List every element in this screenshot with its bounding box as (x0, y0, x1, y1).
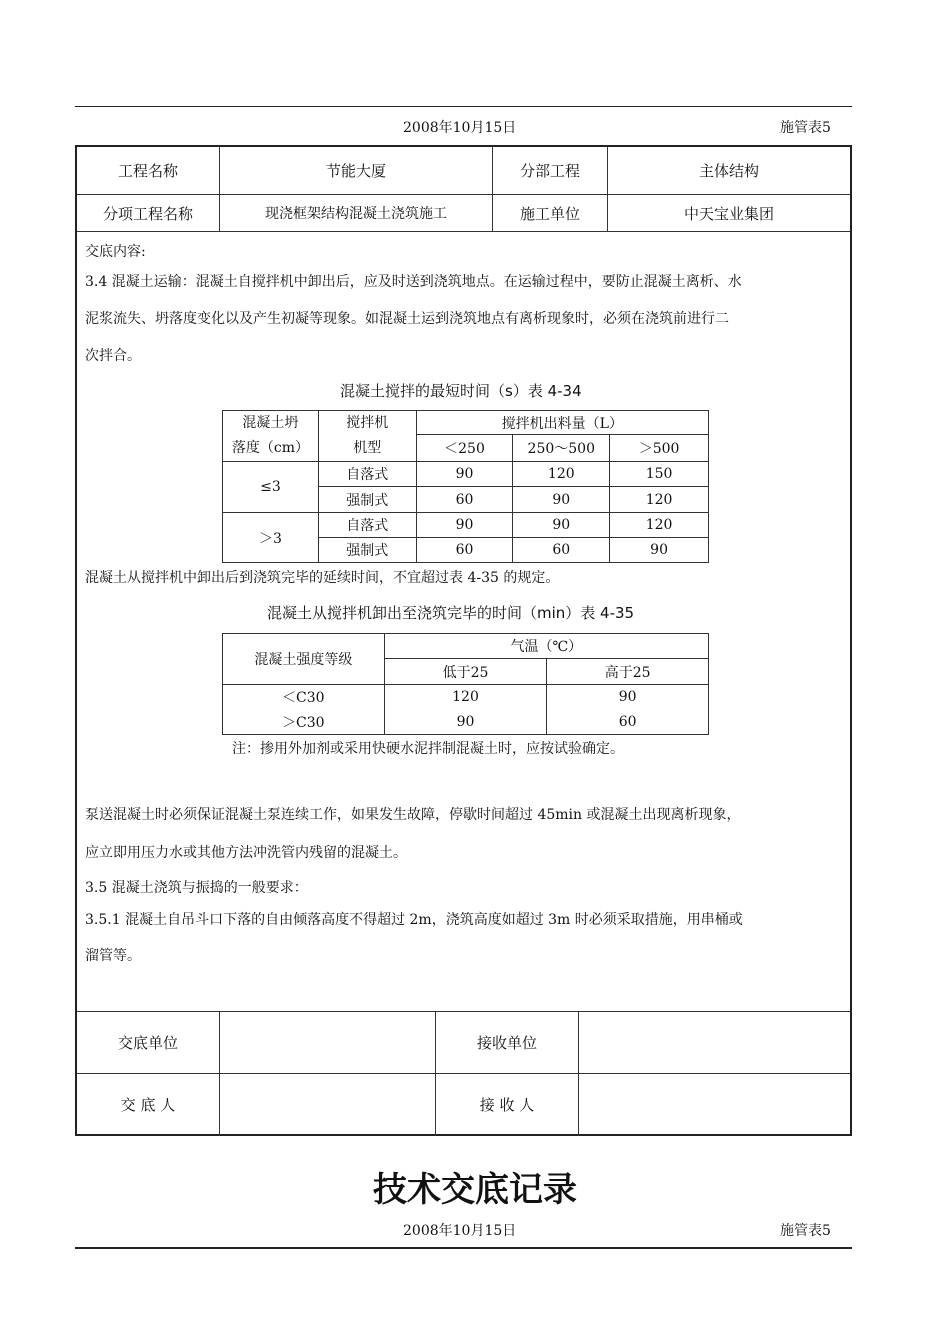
duration-para: 混凝土从搅拌机中卸出后到浇筑完毕的延续时间，不宜超过表 4-35 的规定。 (85, 570, 560, 586)
table-cell: 自落式 (318, 513, 416, 538)
top-rule (75, 106, 852, 107)
temp-header: 气温（℃） (384, 634, 708, 659)
table-cell: 60 (547, 710, 709, 735)
mixer-type-header-line2: 机型 (353, 440, 382, 456)
receiver-unit-field[interactable] (579, 1012, 850, 1073)
disclosure-form (75, 145, 852, 1136)
table-cell: 90 (610, 538, 709, 563)
table-cell: 90 (547, 685, 709, 710)
contractor-label: 施工单位 (519, 204, 580, 223)
pouring-para-line1: 3.5.1 混凝土自吊斗口下落的自由倾落高度不得超过 2m，浇筑高度如超过 3m 时必须采取措施，用串桶或 (85, 912, 743, 928)
subitem-value: 现浇框架结构混凝土浇筑施工 (265, 206, 447, 222)
footer-form-no: 施管表5 (780, 1223, 831, 1239)
issuer-unit-field[interactable] (220, 1012, 435, 1073)
table-cell: 120 (610, 487, 709, 513)
division-label: 分部工程 (519, 162, 580, 180)
table-cell: 强制式 (318, 487, 416, 513)
pouring-para-line2: 溜管等。 (85, 948, 141, 964)
grade-row-2: ＞C30 (223, 710, 385, 735)
table-cell: 90 (384, 710, 547, 735)
table-cell: 120 (610, 513, 709, 538)
bottom-rule (75, 1247, 852, 1249)
division-value: 主体结构 (698, 162, 759, 180)
mixing-time-table (222, 410, 709, 563)
pouring-heading: 3.5 混凝土浇筑与振捣的一般要求： (85, 880, 308, 896)
table-cell: 120 (513, 462, 610, 487)
issuer-unit-label: 交底单位 (117, 1034, 178, 1052)
header-date: 2008年10月15日 (403, 120, 517, 136)
table-cell: 60 (416, 487, 513, 513)
contractor-value: 中天宝业集团 (683, 204, 774, 223)
table-note: 注：掺用外加剂或采用快硬水泥拌制混凝土时，应按试验确定。 (232, 741, 624, 757)
grade-row-1: ＜C30 (223, 685, 385, 710)
slump-group-2: ＞3 (223, 513, 319, 563)
mixer-type-header-line1: 搅拌机 (346, 415, 389, 431)
table-cell: 60 (416, 538, 513, 563)
issuer-field[interactable] (220, 1074, 435, 1134)
table-cell: 强制式 (318, 538, 416, 563)
output-header: 搅拌机出料量（L） (416, 411, 708, 435)
project-label: 工程名称 (117, 162, 178, 180)
content-heading: 交底内容: (85, 244, 146, 260)
table-cell: 90 (513, 513, 610, 538)
table-cell: 90 (416, 513, 513, 538)
issuer-label: 交 底 人 (120, 1095, 176, 1114)
pump-para-line2: 应立即用压力水或其他方法冲洗管内残留的混凝土。 (85, 845, 407, 861)
slump-header (223, 411, 319, 462)
table-cell: 90 (513, 487, 610, 513)
transport-para-line1: 3.4 混凝土运输：混凝土自搅拌机中卸出后，应及时送到浇筑地点。在运输过程中，要防止混凝土离析、水 (85, 274, 742, 290)
project-value: 节能大厦 (325, 162, 386, 180)
grade-header: 混凝土强度等级 (223, 634, 385, 685)
info-bottom-divider (77, 231, 850, 232)
temp-col-2: 高于25 (547, 659, 709, 685)
slump-header-line2: 落度（cm） (231, 440, 309, 456)
document-title: 技术交底记录 (373, 1170, 577, 1210)
output-col-3: ＞500 (610, 435, 709, 462)
table-cell: 90 (416, 462, 513, 487)
header-form-no: 施管表5 (780, 120, 831, 136)
table-cell: 60 (513, 538, 610, 563)
receiver-unit-label: 接收单位 (476, 1034, 537, 1052)
receiver-label: 接 收 人 (479, 1095, 535, 1114)
footer-date: 2008年10月15日 (403, 1223, 517, 1239)
mixer-type-header (318, 411, 416, 462)
table2-caption: 混凝土从搅拌机卸出至浇筑完毕的时间（min）表 4-35 (267, 604, 635, 622)
transport-para-line2: 泥浆流失、坍落度变化以及产生初凝等现象。如混凝土运到浇筑地点有离析现象时，必须在浇筑前进行二 (85, 311, 729, 327)
output-col-2: 250～500 (513, 435, 610, 462)
table-cell: 自落式 (318, 462, 416, 487)
transport-para-line3: 次拌合。 (85, 348, 141, 364)
discharge-time-table (222, 633, 709, 735)
pump-para-line1: 泵送混凝土时必须保证混凝土泵连续工作，如果发生故障，停歇时间超过 45min 或混凝土出现离析现象， (85, 807, 741, 823)
output-col-1: ＜250 (416, 435, 513, 462)
subitem-label: 分项工程名称 (102, 204, 193, 223)
table1-caption: 混凝土搅拌的最短时间（s）表 4-34 (340, 382, 582, 400)
table-cell: 120 (384, 685, 547, 710)
table-cell: 150 (610, 462, 709, 487)
temp-col-1: 低于25 (384, 659, 547, 685)
receiver-field[interactable] (579, 1074, 850, 1134)
slump-group-1: ≤3 (223, 462, 319, 513)
slump-header-line1: 混凝土坍 (242, 415, 299, 431)
